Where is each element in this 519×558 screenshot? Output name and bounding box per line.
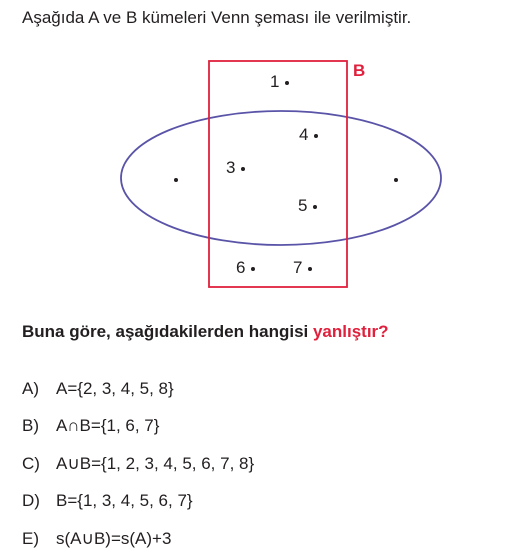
element-4: 4 [299,125,309,144]
answer-options [22,370,254,558]
question-text [22,322,389,342]
element-5-dot [313,205,317,209]
option-text: B={1, 3, 4, 5, 6, 7} [56,491,193,511]
element-1-dot [285,81,289,85]
element-6: 6 [236,258,246,277]
element-a-left-dot [174,178,178,182]
element-7: 7 [293,258,303,277]
element-6-dot [251,267,255,271]
option-letter: E) [22,528,39,548]
element-a-right-dot [394,178,398,182]
option-d[interactable] [22,483,254,521]
intro-text: Aşağıda A ve B kümeleri Venn şeması ile verilmiştir. [22,8,412,27]
question-main: Buna göre, aşağıdakilerden hangisi [22,322,313,341]
element-4-dot [314,134,318,138]
option-letter: B) [22,416,39,436]
option-letter: C) [22,453,40,473]
set-a-ellipse [121,111,441,245]
option-letter: D) [22,491,40,511]
set-b-label: B [353,61,366,80]
element-3: 3 [226,158,236,177]
option-text: A={2, 3, 4, 5, 8} [56,378,174,398]
option-text: s(A∪B)=s(A)+3 [56,528,172,548]
element-1: 1 [270,72,280,91]
element-3-dot [241,167,245,171]
question-accent: yanlıştır? [312,322,389,341]
option-a[interactable] [22,370,254,408]
option-text: A∩B={1, 6, 7} [56,416,160,436]
option-letter: A) [22,378,39,398]
option-b[interactable] [22,408,254,446]
option-text: A∪B={1, 2, 3, 4, 5, 6, 7, 8} [56,453,255,473]
option-c[interactable] [22,445,254,483]
element-7-dot [308,267,312,271]
element-5: 5 [298,196,308,215]
option-e[interactable] [22,520,254,558]
